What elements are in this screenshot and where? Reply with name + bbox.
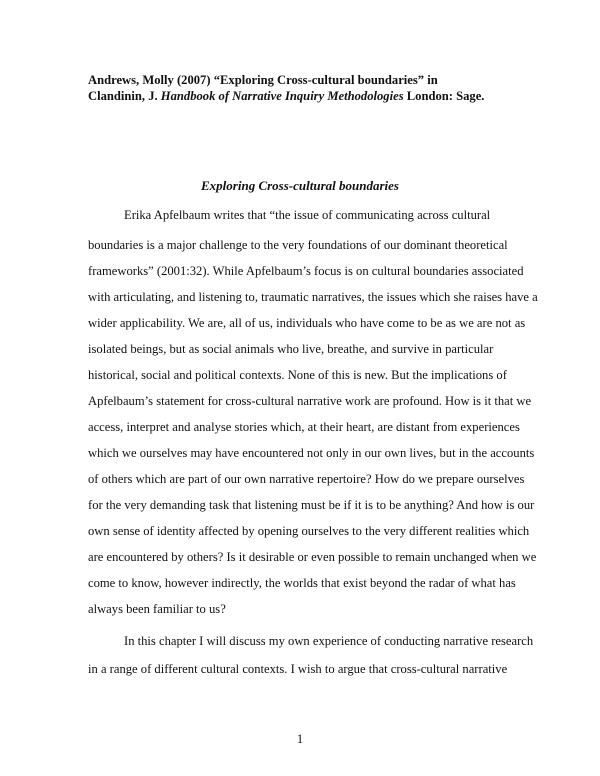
body-line: always been familiar to us? (88, 602, 226, 616)
body-line: Apfelbaum’s statement for cross-cultural narrative work are profound. How is it that we (88, 394, 532, 408)
body-line: of others which are part of our own narrative repertoire? How do we prepare ourselves (88, 472, 525, 486)
citation-author: Clandinin, J. (88, 89, 161, 103)
body-line: are encountered by others? Is it desirable or even possible to remain unchanged when we (88, 550, 537, 564)
body-line: own sense of identity affected by opening ourselves to the very different realities which (88, 524, 530, 538)
citation-publisher: London: Sage. (403, 89, 485, 103)
body-line: which we ourselves may have encountered not only in our own lives, but in the accounts (88, 446, 535, 460)
body-line: historical, social and political contexts. None of this is new. But the implications of (88, 368, 507, 382)
body-line: in a range of different cultural contexts. I wish to argue that cross-cultural narrative (88, 662, 508, 676)
body-line: come to know, however indirectly, the worlds that exist beyond the radar of what has (88, 576, 516, 590)
body-line: boundaries is a major challenge to the very foundations of our dominant theoretical (88, 238, 508, 252)
body-line: frameworks” (2001:32). While Apfelbaum’s focus is on cultural boundaries associated (88, 264, 524, 278)
body-line: with articulating, and listening to, traumatic narratives, the issues which she raises have a (88, 290, 538, 304)
body-line: isolated beings, but as social animals who live, breathe, and survive in particular (88, 342, 494, 356)
body-line: access, interpret and analyse stories which, at their heart, are distant from experiences (88, 420, 520, 434)
body-line: for the very demanding task that listening must be if it is to be anything? And how is our (88, 498, 535, 512)
body-line: wider applicability. We are, all of us, individuals who have come to be as we are not as (88, 316, 526, 330)
citation-book-title: Handbook of Narrative Inquiry Methodologies (160, 89, 404, 103)
citation-block (88, 72, 528, 104)
body-line: Erika Apfelbaum writes that “the issue of communicating across cultural (124, 208, 491, 222)
body-line: In this chapter I will discuss my own experience of conducting narrative research (124, 634, 534, 648)
citation-line-1: Andrews, Molly (2007) “Exploring Cross-cultural boundaries” in (88, 73, 438, 87)
page-number: 1 (296, 732, 304, 746)
citation-line-2 (88, 88, 528, 104)
chapter-title: Exploring Cross-cultural boundaries (201, 178, 399, 193)
